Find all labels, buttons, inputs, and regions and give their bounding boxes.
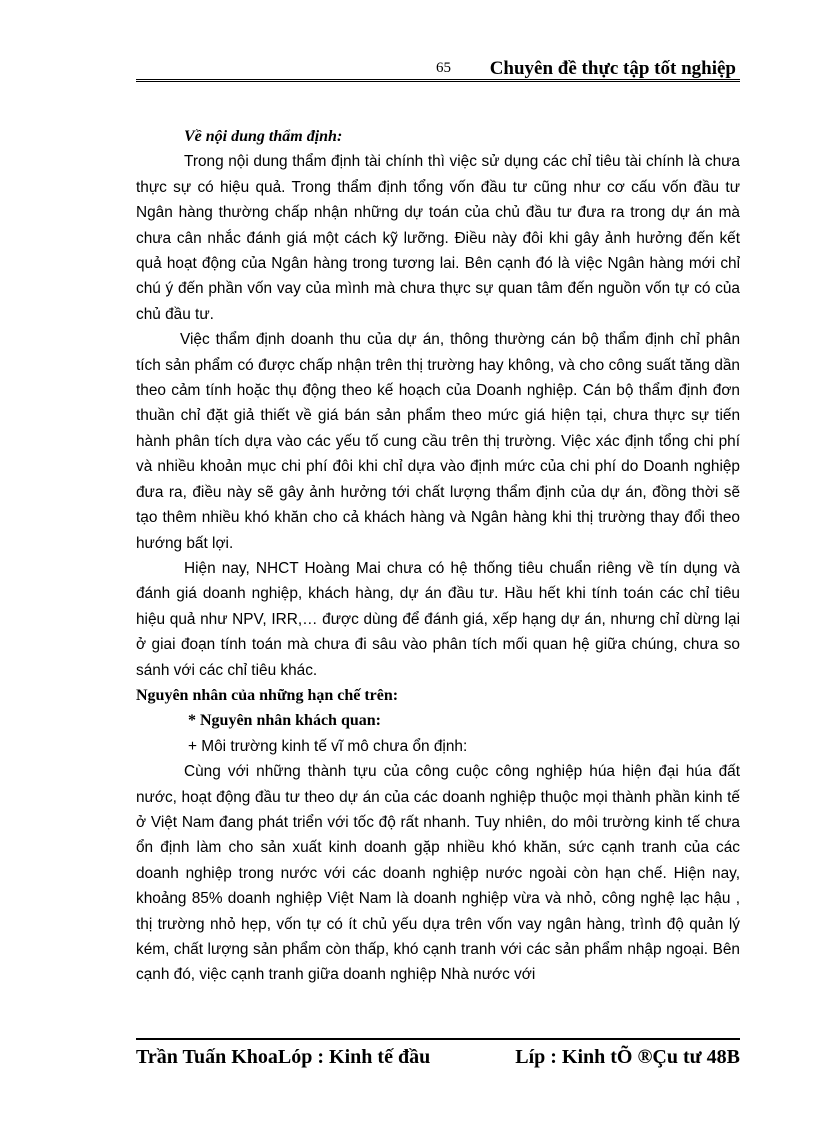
section-heading-causes: Nguyên nhân của những hạn chế trên:	[136, 686, 399, 704]
sub-item-macro: + Môi trường kinh tế vĩ mô chưa ổn định:	[188, 737, 468, 755]
page-footer	[136, 1038, 740, 1078]
sub-heading-objective: * Nguyên nhân khách quan:	[188, 712, 381, 730]
footer-class: Líp : Kinh tÕ ®Çu tư 48B	[515, 1046, 740, 1068]
paragraph-3: Hiện nay, NHCT Hoàng Mai chưa có hệ thống tiêu chuẩn riêng về tín dụng và đánh giá doanh nghiệp, khách hàng, dự án đầu tư. Hầu hết khi tính toán các chỉ tiêu hiệu quả như NPV, IRR,… được dùng để đánh giá, xếp hạng dự án, nhưng chỉ dừng lại ở giai đoạn tính toán mà chưa đi sâu vào phân tích mối quan hệ giữa chúng, chưa so sánh với các chỉ tiêu khác.	[136, 559, 740, 679]
header-rule	[136, 79, 740, 82]
document-body	[136, 124, 740, 988]
page-header	[136, 52, 740, 82]
footer-rule	[136, 1038, 740, 1040]
paragraph-4: Cùng với những thành tựu của công cuộc công nghiệp húa hiện đại húa đất nước, hoạt động đầu tư theo dự án của các doanh nghiệp thuộc mọi thành phần kinh tế ở Việt Nam đang phát triển với tốc độ rất nhanh. Tuy nhiên, do môi trường kinh tế chưa ổn định làm cho sản xuất kinh doanh gặp nhiều khó khăn, sức cạnh tranh của các doanh nghiệp trong nước với các doanh nghiệp nước ngoài còn hạn chế. Hiện nay, khoảng 85% doanh nghiệp Việt Nam là doanh nghiệp vừa và nhỏ, công nghệ lạc hậu , thị trường nhỏ hẹp, vốn tự có ít chủ yếu dựa trên vốn vay ngân hàng, trình độ quản lý kém, chất lượng sản phẩm còn thấp, khó cạnh tranh với các sản phẩm nhập ngoại. Bên cạnh đó, việc cạnh tranh giữa doanh nghiệp Nhà nước với	[136, 763, 740, 984]
page-number: 65	[436, 60, 451, 76]
document-title: Chuyên đề thực tập tốt nghiệp	[489, 58, 736, 79]
footer-author: Trần Tuấn KhoaLóp : Kinh tế đầu	[136, 1046, 431, 1068]
paragraph-2: Việc thẩm định doanh thu của dự án, thông thường cán bộ thẩm định chỉ phân tích sản phẩm có được chấp nhận trên thị trường hay không, và cho công suất tăng dần theo cảm tính hoặc thụ động theo kế hoạch của Doanh nghiệp. Cán bộ thẩm định đơn thuần chỉ đặt giả thiết về giá bán sản phẩm theo mức giá hiện tại, chưa thực sự tiến hành phân tích dựa vào các yếu tố cung cầu trên thị trường. Việc xác định tổng chi phí và nhiều khoản mục chi phí đôi khi chỉ dựa vào định mức của chi phí do Doanh nghiệp đưa ra, điều này sẽ gây ảnh hưởng tới chất lượng thẩm định của dự án, đồng thời sẽ tạo thêm nhiều khó khăn cho cả khách hàng và Ngân hàng khi thị trường thay đổi theo hướng bất lợi.	[136, 331, 740, 552]
paragraph-1: Trong nội dung thẩm định tài chính thì việc sử dụng các chỉ tiêu tài chính là chưa thực sự có hiệu quả. Trong thẩm định tổng vốn đầu tư cũng như cơ cấu vốn đầu tư Ngân hàng thường chấp nhận những dự toán của chủ đầu tư đưa ra trong dự án mà chưa cân nhắc đánh giá một cách kỹ lưỡng. Điều này đôi khi gây ảnh hưởng đến kết quả hoạt động của Ngân hàng trong tương lai. Bên cạnh đó là việc Ngân hàng mới chỉ chú ý đến phần vốn vay của mình mà chưa thực sự quan tâm đến nguồn vốn tự có của chủ đầu tư.	[136, 153, 740, 323]
section-heading-appraisal: Về nội dung thẩm định:	[184, 128, 343, 145]
